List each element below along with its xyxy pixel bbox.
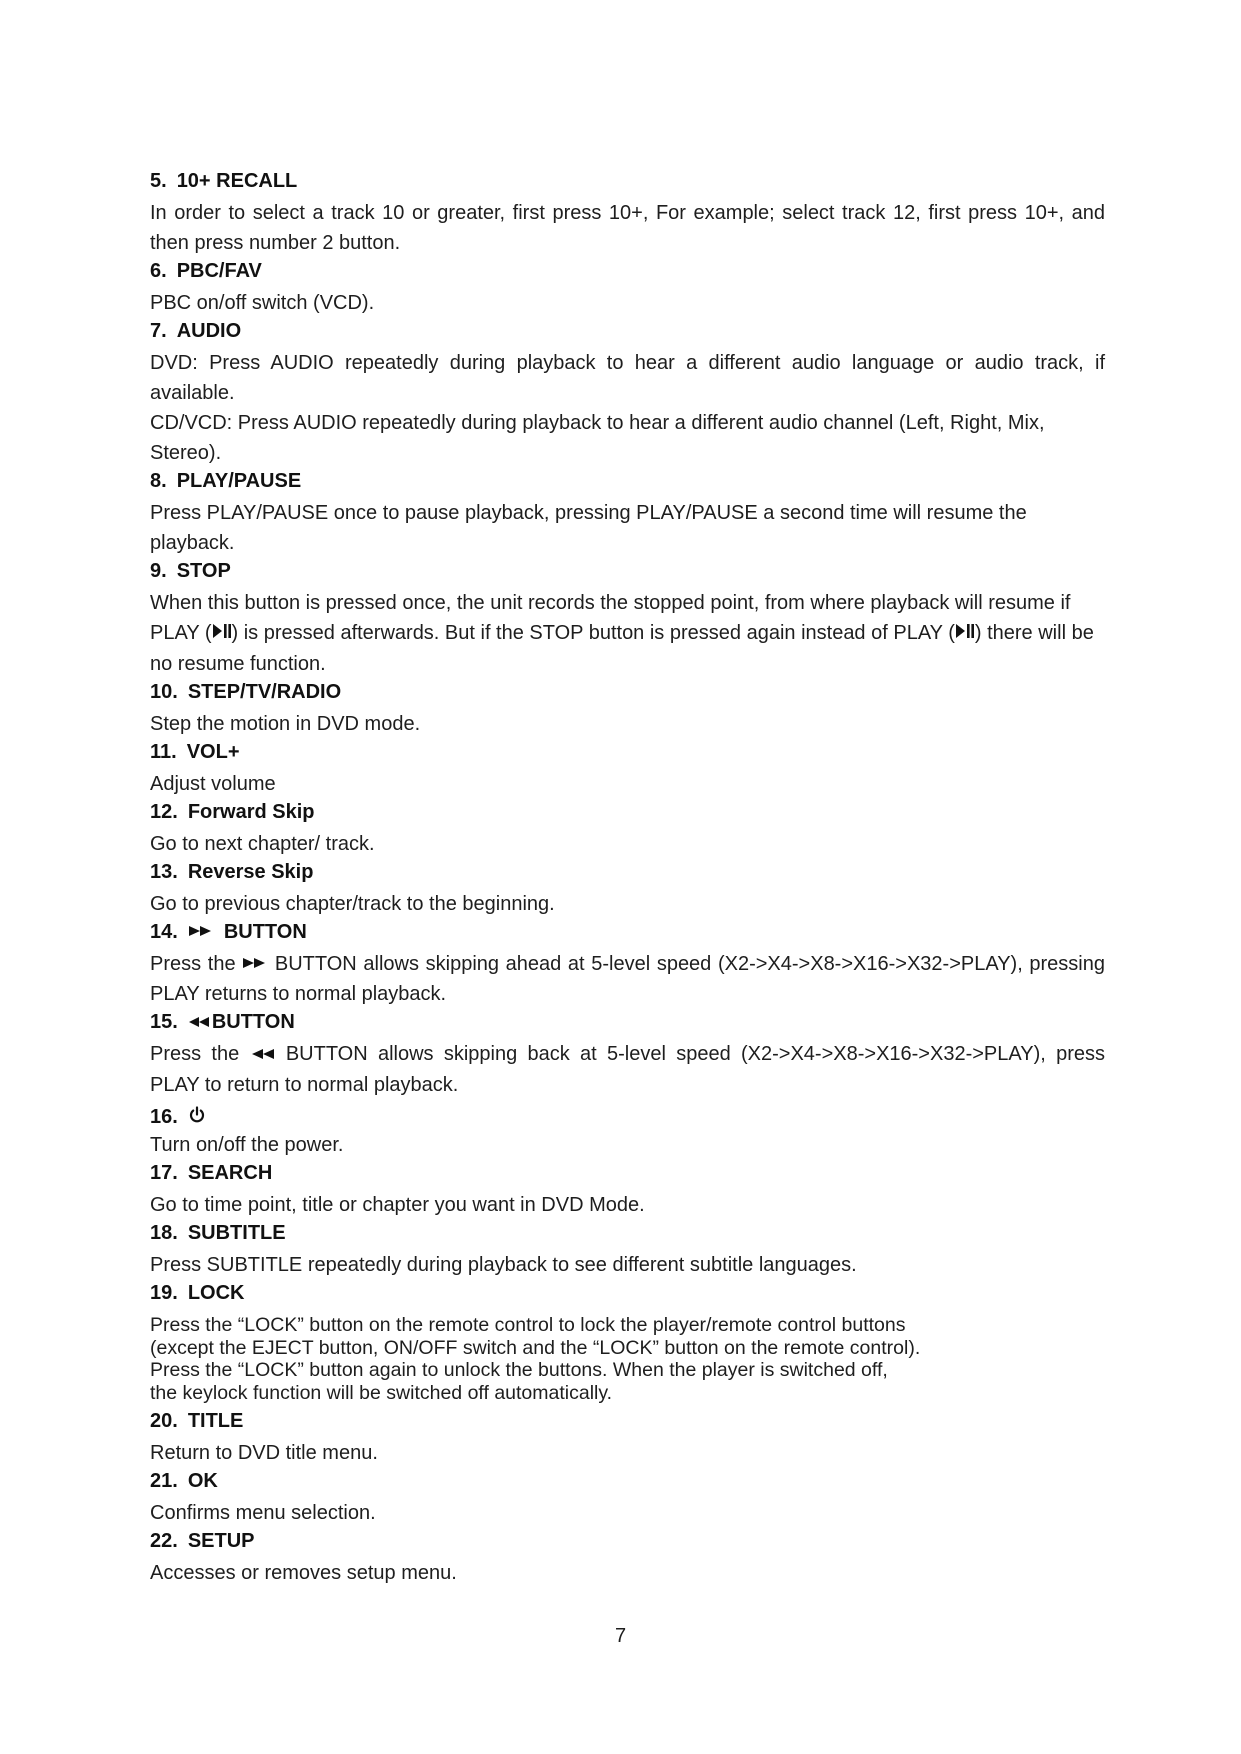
section-text: Press PLAY/PAUSE once to pause playback, pressing PLAY/PAUSE a second time will resume the playback.	[150, 502, 1027, 554]
section-fast-rewind	[150, 1009, 1105, 1100]
section-heading: 10. STEP/TV/RADIO	[150, 680, 342, 703]
section-heading: 9. STOP	[150, 560, 231, 582]
section-heading: 11. VOL+	[150, 740, 240, 763]
section-text-2: CD/VCD: Press AUDIO repeatedly during playback to hear a different audio channel (Left, Right, Mix, Stereo).	[150, 412, 1045, 464]
section-vol-plus	[150, 739, 1105, 799]
section-text: Accesses or removes setup menu.	[150, 1562, 457, 1585]
section-step-tv-radio	[150, 679, 1105, 739]
section-fast-forward	[150, 919, 1105, 1010]
section-text: PBC on/off switch (VCD).	[150, 292, 375, 314]
fast-forward-icon	[188, 919, 214, 945]
play-pause-icon	[212, 619, 232, 649]
section-text: Adjust volume	[150, 772, 276, 795]
section-lock	[150, 1280, 1105, 1408]
section-text: Turn on/off the power.	[150, 1134, 344, 1157]
section-subtitle	[150, 1220, 1105, 1280]
section-text: Confirms menu selection.	[150, 1502, 376, 1525]
section-forward-skip	[150, 799, 1105, 859]
section-power	[150, 1104, 1105, 1160]
section-heading: 12. Forward Skip	[150, 800, 315, 823]
section-heading: 15. BUTTON	[150, 1009, 1105, 1039]
section-text: Return to DVD title menu.	[150, 1442, 378, 1465]
fast-forward-icon	[242, 949, 268, 979]
section-heading: 21. OK	[150, 1470, 218, 1493]
section-heading: 7. AUDIO	[150, 320, 242, 342]
section-heading: 5. 10+ RECALL	[150, 170, 298, 192]
section-text: In order to select a track 10 or greater, first press 10+, For example; select track 12, first press 10+, and then press number 2 button.	[150, 202, 1105, 254]
section-search	[150, 1160, 1105, 1220]
section-heading: 22. SETUP	[150, 1530, 255, 1553]
section-text: Press SUBTITLE repeatedly during playback to see different subtitle languages.	[150, 1254, 857, 1277]
section-stop	[150, 558, 1105, 679]
section-title	[150, 1408, 1105, 1468]
section-ok	[150, 1468, 1105, 1528]
power-icon	[188, 1105, 206, 1131]
section-text: Step the motion in DVD mode.	[150, 712, 421, 735]
manual-page-body	[150, 168, 1105, 1588]
section-heading: 19. LOCK	[150, 1282, 245, 1305]
play-pause-icon	[955, 619, 975, 649]
section-text: Go to time point, title or chapter you want in DVD Mode.	[150, 1194, 645, 1217]
section-reverse-skip	[150, 859, 1105, 919]
page-number: 7	[614, 1625, 627, 1647]
section-play-pause	[150, 468, 1105, 558]
section-heading: 6. PBC/FAV	[150, 260, 262, 282]
fast-rewind-icon	[188, 1010, 210, 1036]
section-heading: 14. BUTTON	[150, 919, 1105, 949]
section-heading: 17. SEARCH	[150, 1162, 273, 1185]
section-text: When this button is pressed once, the unit records the stopped point, from where playback will resume if PLAY ( ) is pressed afterwards. But if the STOP button is pressed again instead of PLAY ( ) there will be no resume function.	[150, 592, 1094, 675]
section-heading: 18. SUBTITLE	[150, 1222, 286, 1245]
section-setup	[150, 1528, 1105, 1588]
section-text: Go to next chapter/ track.	[150, 832, 375, 855]
section-10-recall	[150, 168, 1105, 258]
section-heading: 13. Reverse Skip	[150, 860, 314, 883]
section-text: Press the BUTTON allows skipping back at 5-level speed (X2->X4->X8->X16->X32->PLAY), press PLAY to return to normal playback.	[150, 1039, 1105, 1100]
section-audio	[150, 318, 1105, 468]
section-text: Press the “LOCK” button on the remote control to lock the player/remote control buttons (except the EJECT button, ON/OFF switch and the “LOCK” button on the remote control). Press the “LOCK” button again to unlock the buttons. When the player is switched off, the keylock function will be switched off automatically.	[150, 1314, 921, 1404]
section-heading: 8. PLAY/PAUSE	[150, 470, 302, 492]
section-text: Go to previous chapter/track to the beginning.	[150, 892, 555, 915]
section-text: DVD: Press AUDIO repeatedly during playback to hear a different audio language or audio track, if available.	[150, 352, 1105, 404]
section-pbc-fav	[150, 258, 1105, 318]
fast-rewind-icon	[250, 1040, 276, 1070]
section-heading: 20. TITLE	[150, 1410, 244, 1433]
section-text: Press the BUTTON allows skipping ahead at 5-level speed (X2->X4->X8->X16->X32->PLAY), pressing PLAY returns to normal playback.	[150, 949, 1105, 1010]
section-heading: 16.	[150, 1104, 1105, 1130]
